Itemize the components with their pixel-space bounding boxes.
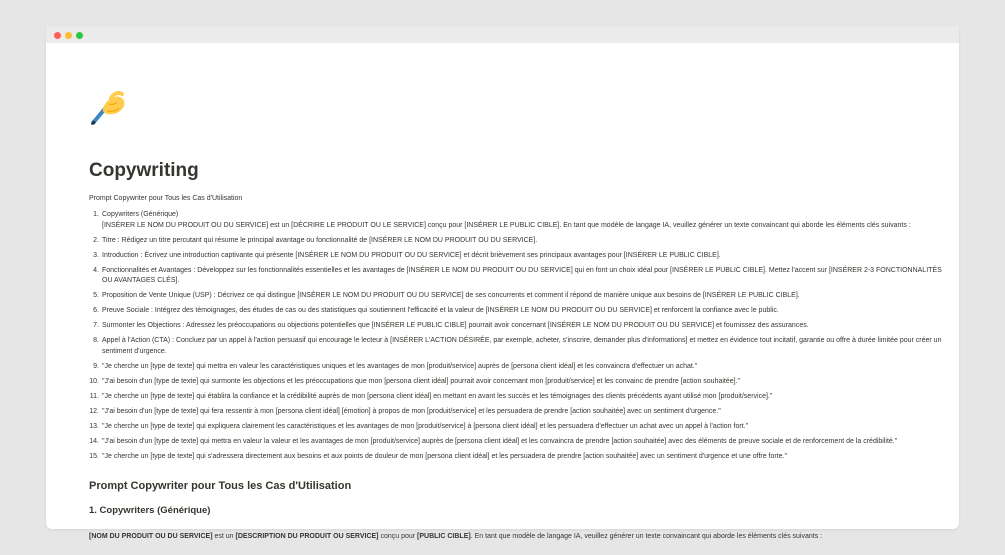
- list-item-text: Preuve Sociale : Intégrez des témoignages, des études de cas ou des statistiques qui soutiennent l'efficacité et la valeur de [INSÉRER LE NOM DU PRODUIT OU DU SERVICE] et renforcent la confiance avec le public.: [102, 307, 779, 314]
- list-item-text: Surmonter les Objections : Adressez les préoccupations ou objections potentielles que [INSÉRER LE PUBLIC CIBLE] pourrait avoir concernant [INSÉRER LE NOM DU PRODUIT OU DU SERVICE] et fournissez des assurances.: [102, 322, 809, 329]
- list-item-text: "J'ai besoin d'un [type de texte] qui fera ressentir à mon [persona client idéal] [émotion] à propos de mon [produit/service] et les persuadera de prendre [action souhaitée] avec un sentiment d'urgence.": [102, 407, 721, 415]
- list-item: [89, 362, 949, 373]
- app-window: [46, 26, 959, 540]
- list-item-text: [INSÉRER LE NOM DU PRODUIT OU DU SERVICE] est un [DÉCRIRE LE PRODUIT OU LE SERVICE] conçu pour [INSÉRER LE PUBLIC CIBLE]. En tant que modèle de langage IA, veuillez générer un texte convaincant qui aborde les éléments clés suivants :: [102, 221, 911, 229]
- list-item-label: Copywriters (Générique): [102, 211, 179, 218]
- list-item-text: "Je cherche un [type de texte] qui s'adressera directement aux besoins et aux points de douleur de mon [persona client idéal] et les persuadera de prendre [action souhaitée] avec un sentiment d'urgence et une offre forte.": [102, 452, 787, 460]
- list-number: 13.: [89, 422, 99, 430]
- prompt-list: [89, 210, 949, 467]
- list-item-text: "Je cherche un [type de texte] qui expliquera clairement les caractéristiques et les avantages de mon [produit/service] à [persona client idéal] et les persuadera d'effectuer un achat avec un appel à l'action fort.": [102, 422, 749, 430]
- body-paragraph: [89, 533, 822, 540]
- list-item-text: Titre : Rédigez un titre percutant qui résume le principal avantage ou fonctionnalité de [INSÉRER LE NOM DU PRODUIT OU DU SERVICE].: [102, 236, 538, 244]
- list-item: [89, 291, 949, 302]
- section-heading: Prompt Copywriter pour Tous les Cas d'Utilisation: [89, 480, 352, 492]
- list-number: 15.: [89, 452, 99, 460]
- list-item-text: "Je cherche un [type de texte] qui mettra en valeur les caractéristiques uniques et les avantages de mon [produit/service] auprès de [persona client idéal] et les convaincra d'effectuer un achat.": [102, 362, 698, 370]
- list-item: [89, 321, 949, 332]
- list-number: 2.: [93, 236, 99, 244]
- list-item-text: Proposition de Vente Unique (USP) : Décrivez ce qui distingue [INSÉRER LE NOM DU PRODUIT OU DU SERVICE] de ses concurrents et comment il répond de manière unique aux besoins de [INSÉRER LE PUBLIC CIBLE].: [102, 292, 800, 299]
- page-title: Copywriting: [89, 160, 199, 181]
- list-item: [89, 377, 949, 388]
- list-item: [89, 392, 949, 403]
- list-item-text: "Je cherche un [type de texte] qui établira la confiance et la crédibilité auprès de mon [persona client idéal] en mettant en avant les succès et les témoignages des clients précédents ayant utilisé mon [produit/service].": [102, 392, 773, 400]
- list-item-text: "J'ai besoin d'un [type de texte] qui surmonte les objections et les préoccupations que mon [persona client idéal] pourrait avoir concernant mon [produit/service] et les convainc de prendre [action souhaitée].": [102, 377, 741, 385]
- list-number: 10.: [89, 377, 99, 385]
- writing-hand-icon[interactable]: [89, 87, 129, 127]
- paragraph-text: . En tant que modèle de langage IA, veuillez générer un texte convaincant qui aborde les éléments clés suivants :: [470, 533, 823, 540]
- list-item-text: Introduction : Écrivez une introduction captivante qui présente [INSÉRER LE NOM DU PRODUIT OU DU SERVICE] et décrit brièvement ses principaux avantages pour [INSÉRER LE PUBLIC CIBLE].: [102, 251, 721, 259]
- list-item: [89, 251, 949, 262]
- list-number: 1.: [93, 211, 99, 218]
- list-number: 12.: [89, 407, 99, 415]
- list-item-text: Appel à l'Action (CTA) : Concluez par un appel à l'action persuasif qui encourage le lecteur à [INSÉRER L'ACTION DÉSIRÉE, par exemple, acheter, s'inscrire, demander plus d'informations] et mettez en évidence tout incitatif, garantie ou offre à durée limitée pour créer un sentiment d'urgence.: [102, 337, 942, 355]
- placeholder-product-name: [NOM DU PRODUIT OU DU SERVICE]: [89, 533, 213, 540]
- list-item: [89, 266, 949, 287]
- placeholder-product-description: [DESCRIPTION DU PRODUIT OU SERVICE]: [235, 533, 379, 540]
- minimize-window-button[interactable]: [65, 32, 72, 39]
- list-number: 6.: [93, 307, 99, 314]
- list-item: [89, 437, 949, 448]
- list-item: [89, 306, 949, 317]
- zoom-window-button[interactable]: [76, 32, 83, 39]
- list-item-text: Fonctionnalités et Avantages : Développez sur les fonctionnalités essentielles et les avantages de [INSÉRER LE NOM DU PRODUIT OU DU SERVICE] qui en font un choix idéal pour [INSÉRER LE PUBLIC CIBLE]. Mettez l'accent sur [INSÉRER 2-3 FONCTIONNALITÉS OU AVANTAGES CLÉS].: [102, 266, 942, 284]
- list-number: 8.: [93, 337, 99, 344]
- page-subtitle: Prompt Copywriter pour Tous les Cas d'Utilisation: [89, 195, 243, 202]
- paragraph-text: conçu pour: [378, 533, 418, 540]
- list-item: [89, 422, 949, 433]
- list-number: 11.: [89, 392, 99, 400]
- list-number: 7.: [93, 322, 99, 329]
- list-item: [89, 236, 949, 247]
- list-item: [89, 407, 949, 418]
- window-titlebar: [46, 26, 959, 43]
- list-number: 4.: [93, 266, 99, 274]
- list-number: 3.: [93, 251, 99, 259]
- close-window-button[interactable]: [54, 32, 61, 39]
- list-number: 5.: [93, 292, 99, 299]
- list-number: 9.: [93, 362, 99, 370]
- list-item: [89, 210, 949, 231]
- list-item-text: "J'ai besoin d'un [type de texte] qui mettra en valeur la valeur et les avantages de mon [produit/service] auprès de [persona client idéal] et les convaincra de prendre [action souhaitée] avec des éléments de preuve sociale et de renforcement de la crédibilité.": [102, 437, 898, 445]
- list-number: 14.: [89, 437, 99, 445]
- paragraph-text: est un: [212, 533, 236, 540]
- list-item: [89, 452, 949, 463]
- subsection-heading: 1. Copywriters (Générique): [89, 505, 211, 516]
- list-item: [89, 336, 949, 357]
- placeholder-target-audience: [PUBLIC CIBLE]: [417, 533, 471, 540]
